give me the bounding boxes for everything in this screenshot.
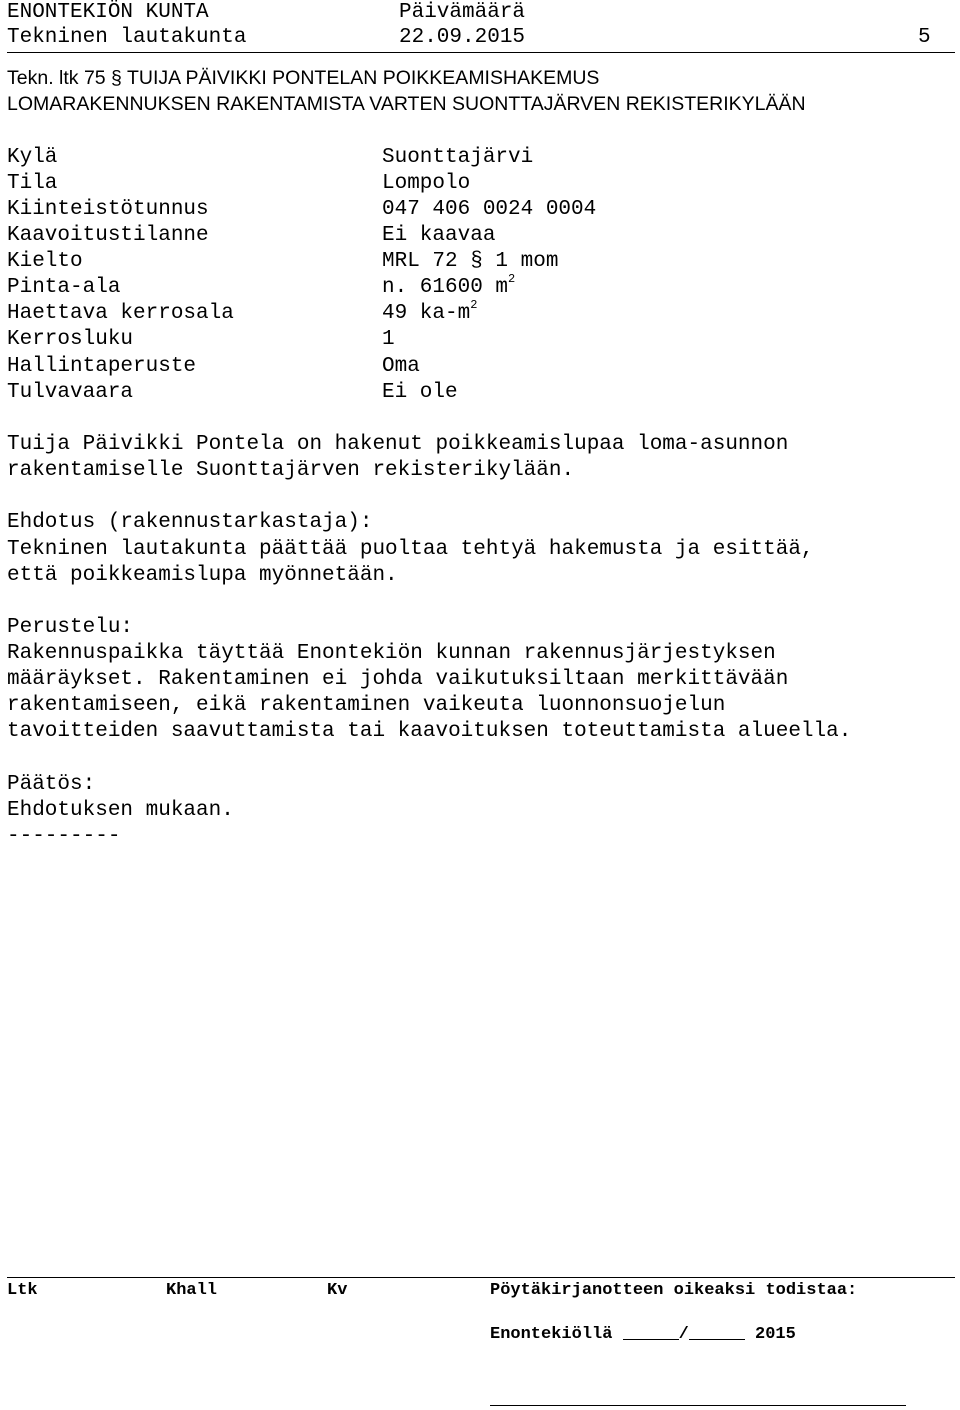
unit-exponent: 2 — [508, 272, 516, 286]
signature-line — [490, 1405, 906, 1406]
date-separator: / — [678, 1325, 689, 1344]
section-title-line2: LOMARAKENNUKSEN RAKENTAMISTA VARTEN SUONTTAJÄRVEN REKISTERIKYLÄÄN — [7, 93, 806, 115]
page-number: 5 — [918, 26, 931, 49]
footer-ltk: Ltk — [7, 1281, 38, 1300]
reasoning-line4: tavoitteiden saavuttamista tai kaavoituksen toteuttamista alueella. — [7, 720, 852, 743]
footer-kv: Kv — [327, 1281, 348, 1300]
detail-value — [382, 272, 516, 301]
detail-label: Kaavoitustilanne — [7, 224, 209, 247]
unit-exponent: 2 — [470, 298, 478, 312]
detail-value: 047 406 0024 0004 — [382, 198, 597, 221]
decision-text: Ehdotuksen mukaan. — [7, 799, 234, 822]
date-label: Päivämäärä — [399, 1, 526, 24]
decision-heading: Päätös: — [7, 773, 96, 796]
detail-value: Lompolo — [382, 172, 471, 195]
footer-year: 2015 — [755, 1325, 796, 1344]
detail-label: Kylä — [7, 146, 58, 169]
detail-value: 1 — [382, 328, 395, 351]
detail-label: Tila — [7, 172, 58, 195]
detail-label: Kielto — [7, 250, 83, 273]
footer-certify: Pöytäkirjanotteen oikeaksi todistaa: — [490, 1281, 858, 1300]
month-blank — [689, 1321, 745, 1340]
footer-place-date — [490, 1321, 796, 1348]
detail-label: Hallintaperuste — [7, 355, 197, 378]
board-name: Tekninen lautakunta — [7, 26, 247, 49]
detail-label: Kiinteistötunnus — [7, 198, 209, 221]
detail-value: MRL 72 § 1 mom — [382, 250, 559, 273]
detail-label: Kerrosluku — [7, 328, 134, 351]
meeting-date: 22.09.2015 — [399, 26, 526, 49]
section-title-line1: Tekn. ltk 75 § TUIJA PÄIVIKKI PONTELAN POIKKEAMISHAKEMUS — [7, 67, 600, 89]
municipality-name: ENONTEKIÖN KUNTA — [7, 1, 209, 24]
proposal-line2: että poikkeamislupa myönnetään. — [7, 564, 398, 587]
reasoning-heading: Perustelu: — [7, 616, 134, 639]
detail-value: Ei ole — [382, 381, 458, 404]
detail-label: Pinta-ala — [7, 276, 121, 299]
reasoning-line3: rakentamiseen, eikä rakentaminen vaikeuta luonnonsuojelun — [7, 694, 726, 717]
detail-value: Ei kaavaa — [382, 224, 496, 247]
footer-place: Enontekiöllä — [490, 1325, 613, 1344]
intro-line1: Tuija Päivikki Pontela on hakenut poikkeamislupaa loma-asunnon — [7, 433, 789, 456]
reasoning-line1: Rakennuspaikka täyttää Enontekiön kunnan rakennusjärjestyksen — [7, 642, 776, 665]
reasoning-line2: määräykset. Rakentaminen ei johda vaikutuksiltaan merkittävään — [7, 668, 789, 691]
intro-line2: rakentamiselle Suonttajärven rekisterikylään. — [7, 459, 575, 482]
detail-value — [382, 298, 478, 327]
detail-value-text: 49 ka-m — [382, 302, 471, 325]
day-blank — [623, 1321, 679, 1340]
detail-value: Suonttajärvi — [382, 146, 534, 169]
detail-label: Haettava kerrosala — [7, 302, 234, 325]
footer-khall: Khall — [166, 1281, 218, 1300]
proposal-line1: Tekninen lautakunta päättää puoltaa tehtyä hakemusta ja esittää, — [7, 538, 814, 561]
proposal-heading: Ehdotus (rakennustarkastaja): — [7, 511, 373, 534]
detail-label: Tulvavaara — [7, 381, 134, 404]
detail-value: Oma — [382, 355, 420, 378]
decision-separator: --------- — [7, 825, 121, 848]
detail-value-text: n. 61600 m — [382, 276, 509, 299]
header-rule — [7, 52, 955, 53]
